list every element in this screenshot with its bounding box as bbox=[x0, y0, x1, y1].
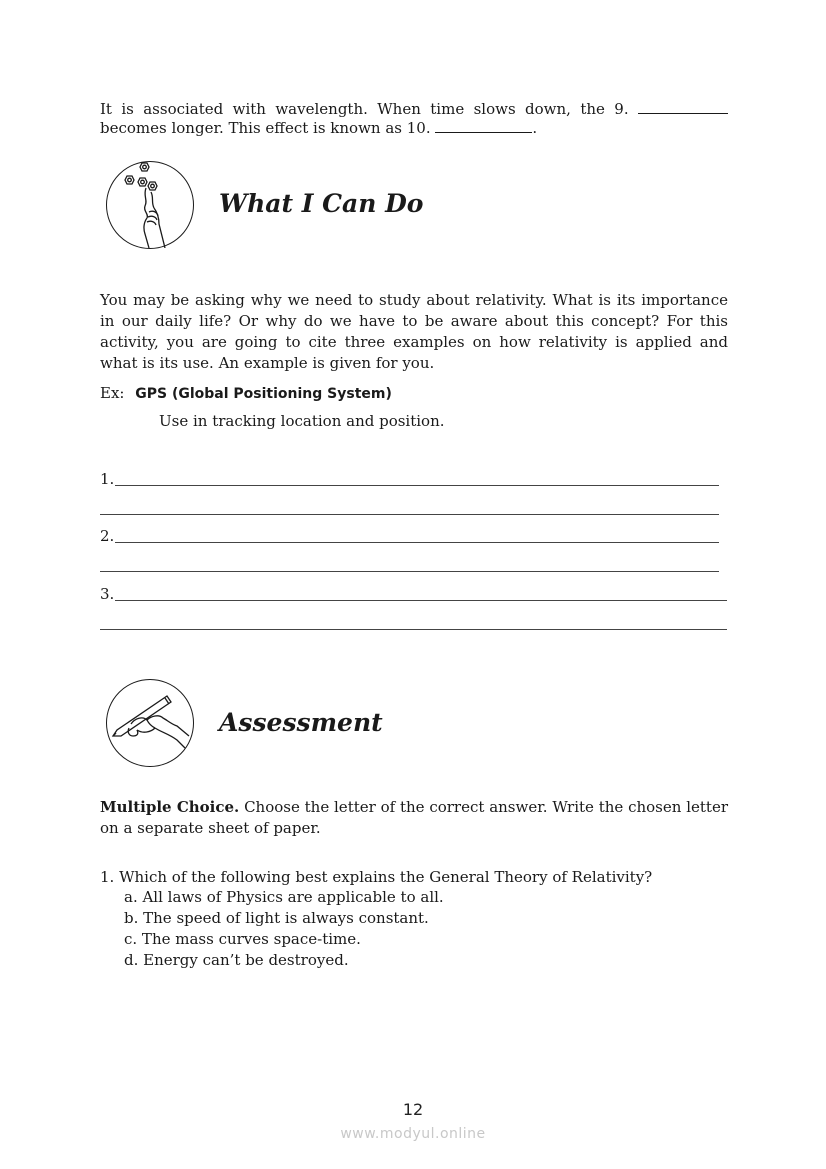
section-title-what-i-can-do: What I Can Do bbox=[219, 189, 424, 218]
example-title: GPS (Global Positioning System) bbox=[135, 386, 392, 402]
watermark: www.modyul.online bbox=[340, 1126, 486, 1142]
what-i-can-do-paragraph: You may be asking why we need to study about relativity. What is its importance in our daily life? Or why do we have to be aware about this concept? For this activity, you are going to cite three examples on how relativity is applied and what is its use. An example is given for you. bbox=[100, 291, 728, 372]
hand-writing-pencil-icon-graphic bbox=[107, 680, 193, 766]
choice-c[interactable]: c. The mass curves space-time. bbox=[124, 930, 361, 948]
hand-writing-pencil-icon bbox=[106, 679, 194, 767]
blank-9 bbox=[638, 99, 728, 114]
intro-line-2 bbox=[100, 118, 728, 139]
assessment-instruction bbox=[100, 797, 728, 839]
section-title-assessment: Assessment bbox=[219, 708, 383, 737]
answer-line-3b[interactable] bbox=[100, 629, 727, 630]
answer-number-2: 2. bbox=[100, 527, 115, 545]
answer-number-3: 3. bbox=[100, 585, 115, 603]
intro-line-2-end: . bbox=[532, 119, 538, 137]
example-prefix: Ex: bbox=[100, 384, 125, 402]
intro-line-1 bbox=[100, 99, 728, 120]
page-number: 12 bbox=[402, 1100, 424, 1119]
question-1-text: 1. Which of the following best explains the General Theory of Relativity? bbox=[100, 868, 653, 886]
example-line bbox=[100, 383, 728, 405]
choice-b[interactable]: b. The speed of light is always constant. bbox=[124, 909, 429, 927]
example-use: Use in tracking location and position. bbox=[159, 412, 445, 430]
answer-line-2a[interactable] bbox=[115, 542, 719, 543]
answer-line-1b[interactable] bbox=[100, 514, 719, 515]
instruction-label: Multiple Choice. bbox=[100, 798, 240, 816]
choice-a[interactable]: a. All laws of Physics are applicable to all. bbox=[124, 888, 444, 906]
blank-10 bbox=[435, 118, 532, 133]
intro-line-2-text: becomes longer. This effect is known as 10. bbox=[100, 119, 431, 137]
choice-d[interactable]: d. Energy can’t be destroyed. bbox=[124, 951, 349, 969]
answer-line-3a[interactable] bbox=[115, 600, 727, 601]
answer-line-2b[interactable] bbox=[100, 571, 719, 572]
answer-line-1a[interactable] bbox=[115, 485, 719, 486]
hand-with-gears-icon bbox=[106, 161, 194, 249]
intro-line-1-text: It is associated with wavelength. When time slows down, the 9. bbox=[100, 100, 629, 118]
hand-with-gears-icon-graphic bbox=[107, 162, 193, 248]
instruction-text: Choose the letter of the correct answer. Write the chosen letter on a separate sheet of paper. bbox=[100, 798, 728, 837]
answer-number-1: 1. bbox=[100, 470, 115, 488]
